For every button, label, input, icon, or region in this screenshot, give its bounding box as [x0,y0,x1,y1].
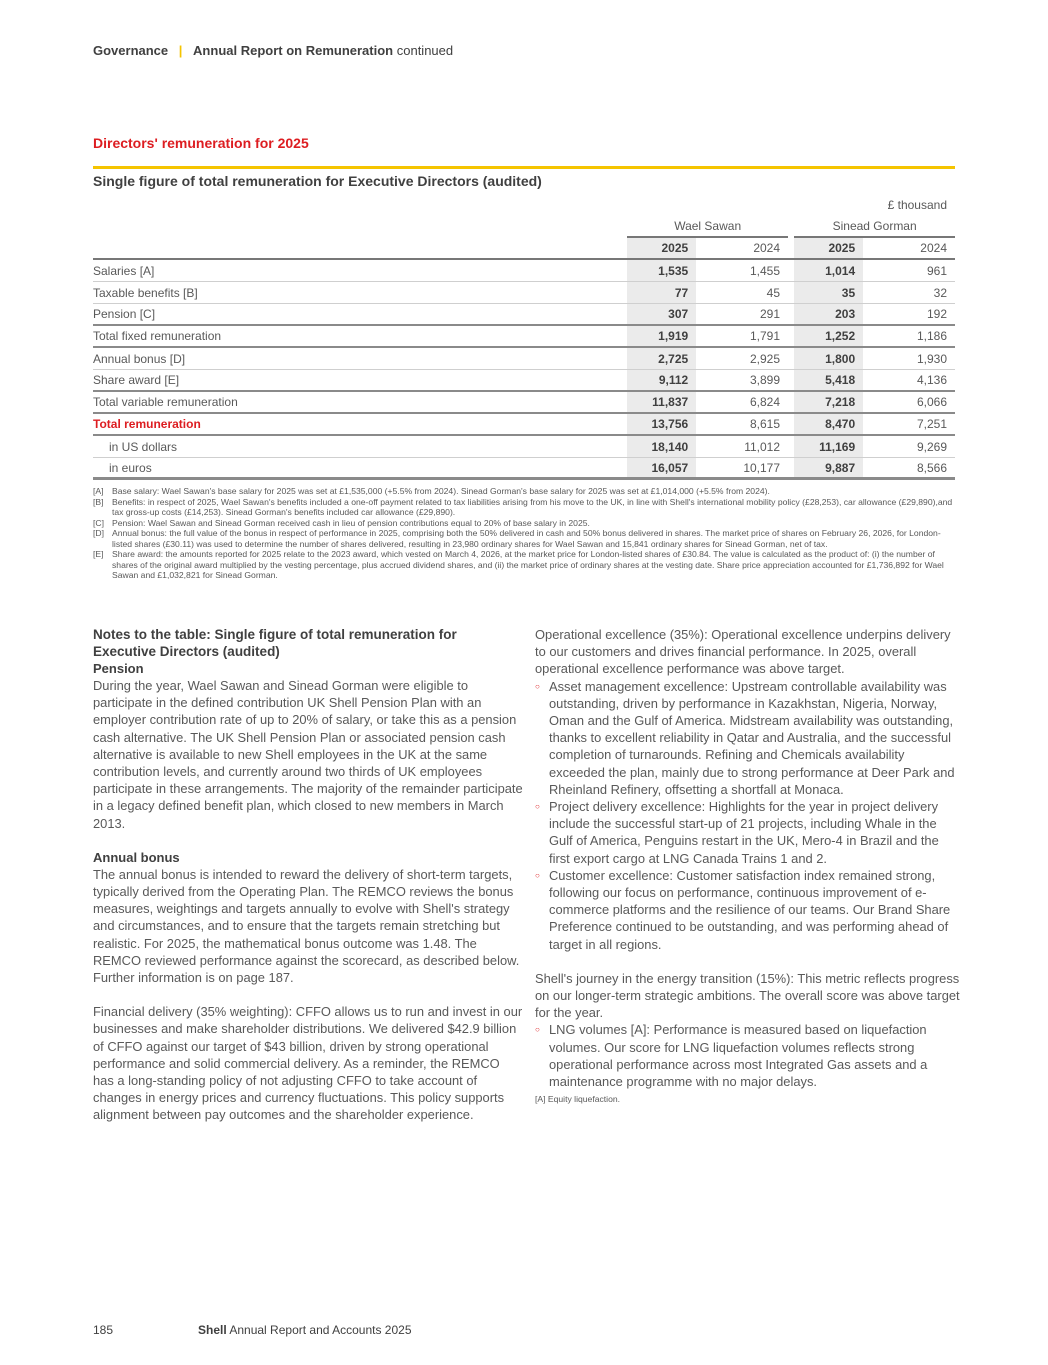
cell: 1,919 [627,326,696,348]
table-row [93,348,955,370]
table-year-header [93,238,955,260]
cell: 77 [627,282,696,304]
person-wael-sawan: Wael Sawan [627,216,788,238]
table-person-header [93,216,955,238]
operational-excellence-paragraph: Operational excellence (35%): Operational excellence underpins delivery to our customers and drives financial performance. In 2025, overall operational excellence performance was above target. [535,627,951,677]
bullet-circle-icon: ○ [535,681,540,691]
list-item: ○ Customer excellence: Customer satisfaction index remained strong, following our focus on performance, continuous improvement of e-commerce platforms and the resilience of our teams. Our Brand Share Preference continued to be outstanding, and was performing ahead of target in all regions. [535,867,951,952]
cell: 11,012 [696,436,788,458]
publication-title: Annual Report and Accounts 2025 [229,1323,412,1337]
yellow-divider [93,166,955,169]
cell: 13,756 [627,414,696,436]
row-label: Share award [E] [93,370,627,392]
brand-name: Shell [198,1323,227,1337]
cell: 9,269 [863,436,955,458]
financial-delivery-paragraph: Financial delivery (35% weighting): CFFO allows us to run and invest in our businesses and make shareholder distributions. We delivered $42.9 billion of CFFO against our target of $43 billion, driven by strong operational performance and solid commercial delivery. As a reminder, the REMCO has a long-standing policy of not adjusting CFFO to take account of changes in energy prices and currency fluctuations. This policy supports alignment between pay outcomes and the shareholder experience. [93,1004,523,1123]
pension-paragraph: During the year, Wael Sawan and Sinead Gorman were eligible to participate in the defined contribution UK Shell Pension Plan with an employer contribution rate of up to 20% of salary, or take this as a pension cash alternative. The UK Shell Pension Plan or associated pension cash alternative is available to new Shell employees in the UK at the same contribution levels, and currently around two thirds of UK employees participate in these arrangements. The majority of the remainder participate in a legacy defined benefit plan, which closed to new members in March 2013. [93,678,523,831]
cell: 10,177 [696,458,788,480]
page-footer [93,1323,412,1337]
cell: 18,140 [627,436,696,458]
footnote: [A] Base salary: Wael Sawan's base salary for 2025 was set at £1,535,000 (+5.5% from 2024). Sinead Gorman's base salary for 2025 was set at £1,014,000 (+5.5% from 2024). [93,486,770,496]
list-item: ○ Project delivery excellence: Highlights for the year in project delivery include the successful start-up of 21 projects, including Whale in the Gulf of America, Penguins restart in the UK, Mero-4 in Brazil and the first export cargo at LNG Canada Trains 1 and 2. [535,799,939,866]
cell: 1,252 [794,326,863,348]
section-title: Directors' remuneration for 2025 [93,135,309,151]
row-label: Taxable benefits [B] [93,282,627,304]
header-title: Annual Report on Remuneration [193,43,394,58]
row-label: in euros [93,458,627,480]
remuneration-table [93,216,955,480]
cell: 291 [696,304,788,326]
header-section: Governance [93,43,169,58]
cell: 35 [794,282,863,304]
table-footnotes [93,486,955,581]
footnote: [C] Pension: Wael Sawan and Sinead Gorman received cash in lieu of pension contributions equal to 20% of base salary in 2025. [93,517,590,528]
table-title: Single figure of total remuneration for Executive Directors (audited) [93,173,542,189]
header-suffix: continued [396,43,454,58]
table-row [93,304,955,326]
table-row [93,436,955,458]
cell: 3,899 [696,370,788,392]
page-number: 185 [93,1323,114,1337]
cell: 1,930 [863,348,955,370]
row-label: in US dollars [93,436,627,458]
cell: 1,455 [696,260,788,282]
row-label: Annual bonus [D] [93,348,627,370]
year-header: 2024 [696,238,788,260]
annual-bonus-heading: Annual bonus [93,849,180,865]
cell: 1,800 [794,348,863,370]
table-row [93,260,955,282]
year-header: 2025 [627,238,696,260]
column-footnote: [A] Equity liquefaction. [535,1094,621,1105]
right-column [535,626,960,1106]
cell: 16,057 [627,458,696,480]
table-row [93,370,955,392]
cell: 5,418 [794,370,863,392]
cell: 9,112 [627,370,696,392]
notes-heading: Notes to the table: Single figure of total remuneration for Executive Directors (audited) [93,627,457,659]
energy-transition-paragraph: Shell's journey in the energy transition (15%): This metric reflects progress on our longer-term strategic ambitions. The overall score was above target for the year. [535,970,960,1021]
year-header: 2025 [794,238,863,260]
table-row [93,282,955,304]
row-label: Total variable remuneration [93,392,627,414]
cell: 192 [863,304,955,326]
left-column [93,626,523,1124]
header-separator: | [178,43,183,58]
row-label: Salaries [A] [93,260,627,282]
row-label: Total remuneration [93,414,627,436]
cell: 1,791 [696,326,788,348]
footnote: [D] Annual bonus: the full value of the bonus in respect of performance in 2025, comprising both the 50% delivered in cash and 50% bonus delivered in shares. The market price of shares on February 26, 2026, for London-listed shares (£30.11) was used to determine the number of shares delivered, resulting in 23,980 ordinary shares for Wael Sawan and 15,841 ordinary shares for Sinead Gorman, net of tax. [93,528,941,549]
bullet-circle-icon: ○ [535,802,540,812]
cell: 307 [627,304,696,326]
pension-heading: Pension [93,661,144,676]
cell: 2,725 [627,348,696,370]
bullet-circle-icon: ○ [535,870,540,880]
list-item: ○ Asset management excellence: Upstream controllable availability was outstanding, driven by performance in Kazakhstan, Nigeria, Norway, Oman and the Gulf of America. Midstream availability was outstanding, thanks to excellent reliability in Qatar and Australia, and the successful completion of turnarounds. Refining and Chemicals availability exceeded the plan, mainly due to strong performance at Deer Park and Rheinland Refinery, offsetting a shortfall at Monaca. [535,678,955,797]
cell: 4,136 [863,370,955,392]
cell: 45 [696,282,788,304]
cell: 961 [863,260,955,282]
cell: 1,535 [627,260,696,282]
annual-bonus-paragraph: The annual bonus is intended to reward the delivery of short-term targets, typically derived from the Operating Plan. The REMCO reviews the bonus measures, weightings and targets annually to evolve with Shell's strategy and circumstances, and to ensure that the targets remain stretching but realistic. For 2025, the mathematical bonus outcome was 1.48. The REMCO reviewed performance against the scorecard, as described below. Further information is on page 187. [93,866,520,986]
cell: 8,566 [863,458,955,480]
cell: 7,218 [794,392,863,414]
cell: 1,186 [863,326,955,348]
cell: 2,925 [696,348,788,370]
row-label: Pension [C] [93,304,627,326]
cell: 8,470 [794,414,863,436]
cell: 1,014 [794,260,863,282]
cell: 9,887 [794,458,863,480]
cell: 7,251 [863,414,955,436]
person-sinead-gorman: Sinead Gorman [794,216,955,238]
footnote: [E] Share award: the amounts reported for 2025 relate to the 2023 award, which vested on March 4, 2026, at the market price for London-listed shares of £30.84. The value is calculated as the product of: (i) the number of shares of the original award multiplied by the vesting percentage, plus accrued dividend shares, and (ii) the market price of ordinary shares at the vesting date. Share price appreciation accounted for £1,736,892 for Wael Sawan and £1,032,821 for Sinead Gorman. [93,549,944,580]
table-row-subtotal [93,392,955,414]
list-item: ○ LNG volumes [A]: Performance is measured based on liquefaction volumes. Our score for LNG liquefaction volumes reflects strong operational performance across most Integrated Gas assets and a maintenance programme with no major delays. [535,1022,928,1090]
footnote: [B] Benefits: in respect of 2025, Wael Sawan's benefits included a one-off payment related to tax liabilities arising from his move to the UK, in line with Shell's international mobility policy (£28,253), car allowance (£29,890),and tax gross-up costs (£14,253). Sinead Gorman's benefits included car allowance (£29,890). [93,496,953,517]
bullet-circle-icon: ○ [535,1025,540,1035]
table-unit: £ thousand [887,198,947,212]
table-row-subtotal [93,326,955,348]
cell: 203 [794,304,863,326]
cell: 11,169 [794,436,863,458]
cell: 6,824 [696,392,788,414]
cell: 6,066 [863,392,955,414]
table-row-total [93,414,955,436]
row-label: Total fixed remuneration [93,326,627,348]
year-header: 2024 [863,238,955,260]
running-header [93,43,453,58]
cell: 32 [863,282,955,304]
table-row [93,458,955,480]
cell: 8,615 [696,414,788,436]
cell: 11,837 [627,392,696,414]
